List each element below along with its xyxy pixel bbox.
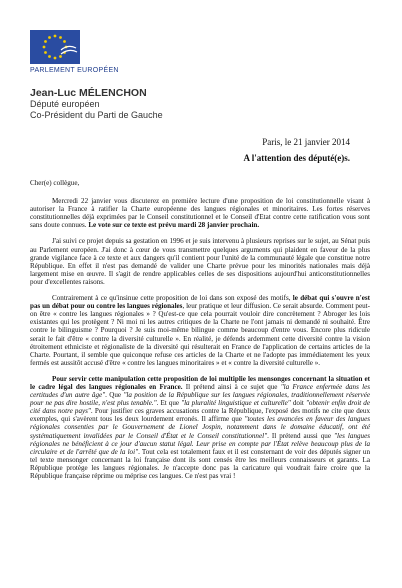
p1-text: Mercredi 22 janvier vous discuterez en première lecture d'une proposition de loi constitutionnelle visant à autoriser la France à ratifier la Charte européenne des langues régionales et minoritaires. Les fortes réserves constitutionnelles déjà exprimées par le Conseil constitutionnel et le Conseil d'Etat contre cette ratification vous sont sans doute connues. (30, 197, 370, 230)
author-role-party: Co-Président du Parti de Gauche (30, 109, 163, 120)
author-role-deputy: Député européen (30, 99, 100, 109)
attention-line: A l'attention des député(e)s. (243, 153, 350, 163)
letter-date: Paris, le 21 janvier 2014 (262, 137, 350, 147)
p4-text: doit (290, 399, 306, 408)
p4-quote-2: "la position de la République sur les langues régionales, traditionnellement réservée pour ne pas dire hostile, n'est plus tenable." (30, 391, 371, 408)
p4-quote-4: "obtenir enfin droit de cité dans notre pays" (30, 399, 371, 416)
p4-quote-5: "toutes les avancées en faveur des langues régionales consenties par le Gouvernement de Lionel Jospin, notamment dans le domaine éducatif, ont été systématiquement invalidées par le Conseil d'État et le Conseil constitutionnel" (30, 415, 370, 440)
author-name: Jean-Luc MÉLENCHON (30, 87, 147, 99)
p4-text: . Pour justifier ces graves accusations contre la République, l'exposé des motifs ne cite que deux exemples, qui s'avèrent tous les deux lourdement erronés. Il affirme que (30, 407, 370, 424)
p4-text: . Que (105, 391, 124, 400)
p1-vote-date: Le vote sur ce texte est prévu mardi 28 janvier prochain. (88, 221, 260, 230)
p4-text: . Il prétend aussi que (267, 431, 335, 440)
p4-quote-1: "la France enfermée dans les certitudes d'un autre âge" (30, 382, 370, 400)
p4-quote-3: "la pluralité linguistique et culturelle" (181, 399, 291, 408)
paragraph-4 (30, 375, 370, 480)
p4-text: . Tout cela est totalement faux et il est consternant de voir des députés signer un tel texte mensonger concernant la loi française dont ils sont censés être les meilleurs connaisseurs et garants. La République protège les langues régionales. Je n'accepte donc pas la caricature qui voudrait faire croire que la République française réprime ou méprise ces langues. Ce n'est pas vrai ! (30, 447, 370, 480)
logo-text: PARLEMENT EUROPÉEN (30, 67, 119, 74)
eu-flag-icon (30, 30, 80, 64)
author-block (30, 87, 250, 120)
p3-text-c: , leur pratique et leur diffusion. Ce serait absurde. Comment peut-on être « contre les langues régionales » ? Qu'est-ce que cela pourrait vouloir dire concrètement ? Abroger les lois existantes qui les protègent ? Ni moi ni les autres critiques de la Charte ne l'ont jamais ni demandé ni souhaité. Être contre le bilinguisme ? Pourquoi ? Je suis moi-même bilingue comme beaucoup d'entre vous. Encore plus ridicule serait le fait d'être « contre la diversité culturelle ». En réalité, je défends ardemment cette diversité contre la vision étroitement ethniciste et régionaliste de la diversité qui résulterait en France de l'application de certains articles de la Charte. Pourtant, il semble que quiconque refuse ces articles de la Charte et ne l'adopte pas immédiatement les yeux fermés est aussitôt accusé d'être « contre les langues minoritaires » et « contre la diversité culturelle ». (30, 302, 370, 367)
paragraph-1 (30, 197, 370, 229)
p3-text-a: Contrairement à ce qu'insinue cette proposition de loi dans son exposé des motifs, (52, 294, 293, 303)
p4-text: . Et que (156, 399, 182, 408)
p3-bold: le débat qui s'ouvre n'est pas un débat pour ou contre les langues régionales (30, 294, 370, 311)
salutation: Cher(e) collègue, (30, 179, 80, 187)
letter-body (30, 179, 370, 488)
european-parliament-logo (30, 30, 126, 74)
paragraph-2: J'ai suivi ce projet depuis sa gestation en 1996 et je suis intervenu à plusieurs reprises sur le sujet, au Sénat puis au Parlement européen. J'ai donc à cœur de vous transmettre quelques arguments qui plaident en faveur de la plus grande vigilance face à ce texte et aux dangers qu'il contient pour l'unité de la communauté légale que constitue notre République. En effet il n'est pas demandé de valider une Charte prévue pour les minorités nationales mais déjà largement mise en œuvre. Il s'agit de rendre applicables celles de ses dispositions aujourd'hui anticonstitutionnelles pour d'excellentes raisons. (30, 237, 370, 286)
p4-bold: Pour servir cette manipulation cette proposition de loi multiplie les mensonges concernant la situation et le cadre légal des langues régionales en France. (30, 374, 370, 391)
p4-quote-6: "les langues régionales ne bénéficient à ce jour d'aucun statut légal. Leur prise en compte par l'État relève beaucoup plus de la circulaire et de l'arrêté que de la loi" (30, 431, 370, 456)
paragraph-3 (30, 294, 370, 367)
p4-text: Il prétend ainsi à ce sujet que (182, 382, 281, 391)
